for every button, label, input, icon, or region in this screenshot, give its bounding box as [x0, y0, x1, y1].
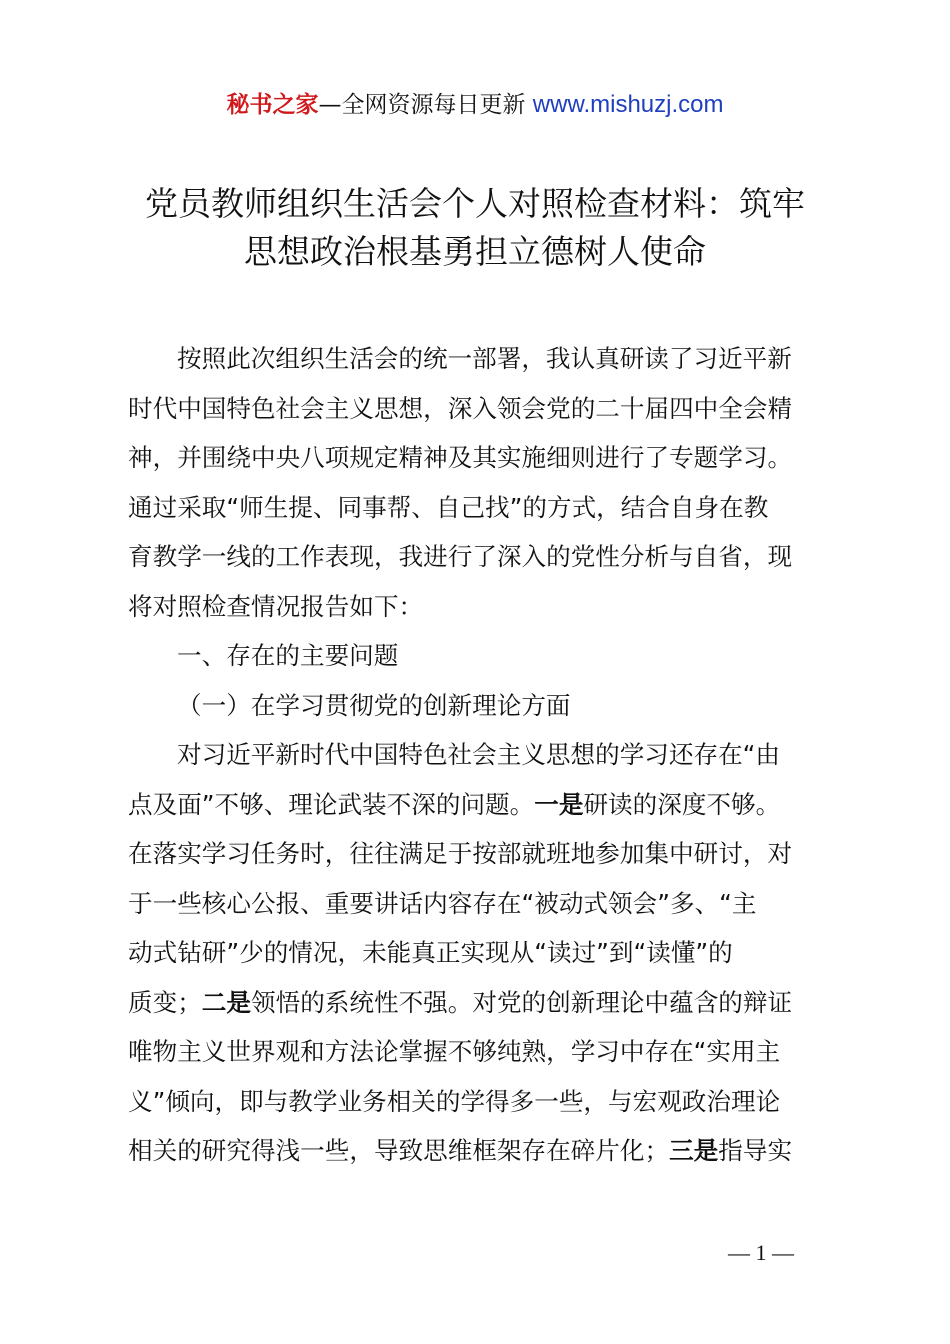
body-text-run: 指导实 — [718, 1136, 793, 1165]
body-line: 对习近平新时代中国特色社会主义思想的学习还存在“由 — [177, 740, 780, 769]
title-line-2: 思想政治根基勇担立德树人使命 — [244, 232, 706, 271]
document-body — [128, 334, 838, 1176]
body-line — [128, 1126, 838, 1176]
body-text-run: 研读的深度不够。 — [583, 789, 781, 819]
body-text-run: 相关的研究得浅一些，导致思维框架存在碎片化； — [128, 1136, 670, 1165]
body-line: 育教学一线的工作表现，我进行了深入的党性分析与自省，现 — [128, 542, 793, 571]
subsection-heading: （一）在学习贯彻党的创新理论方面 — [177, 690, 571, 720]
document-title — [108, 180, 842, 276]
brand-name: 秘书之家 — [226, 92, 319, 118]
body-line — [128, 978, 838, 1028]
point-marker-2: 二是 — [201, 987, 251, 1017]
page-number: — 1 — — [728, 1240, 794, 1265]
body-line: 动式钻研”少的情况，未能真正实现从“读过”到“读懂”的 — [128, 938, 733, 967]
title-line-1: 党员教师组织生活会个人对照检查材料：筑牢 — [145, 184, 805, 223]
body-text-run: 质变； — [128, 987, 202, 1017]
body-line: 唯物主义世界观和方法论掌握不够纯熟，学习中存在“实用主 — [128, 1037, 781, 1066]
site-header-banner — [0, 88, 950, 122]
body-line: 通过采取“师生提、同事帮、自己找”的方式，结合自身在教 — [128, 492, 769, 522]
body-line: 按照此次组织生活会的统一部署，我认真研读了习近平新 — [177, 344, 792, 373]
header-tagline: —全网资源每日更新 — [318, 92, 533, 118]
body-line: 将对照检查情况报告如下： — [128, 591, 424, 621]
body-line — [128, 780, 838, 830]
section-heading: 一、存在的主要问题 — [177, 641, 399, 670]
point-marker-3: 三是 — [669, 1136, 719, 1165]
body-text-run: 点及面”不够、理论武装不深的问题。 — [128, 789, 535, 819]
body-line: 义”倾向，即与教学业务相关的学得多一些，与宏观政治理论 — [128, 1086, 781, 1116]
website-url[interactable]: www.mishuzj.com — [532, 91, 724, 118]
body-line: 于一些核心公报、重要讲话内容存在“被动式领会”多、“主 — [128, 888, 757, 918]
body-line: 时代中国特色社会主义思想，深入领会党的二十届四中全会精 — [128, 393, 793, 423]
body-text-run: 领悟的系统性不强。对党的创新理论中蕴含的辩证 — [251, 987, 793, 1017]
body-line: 神，并围绕中央八项规定精神及其实施细则进行了专题学习。 — [128, 443, 793, 472]
point-marker-1: 一是 — [534, 789, 584, 819]
body-line: 在落实学习任务时，往往满足于按部就班地参加集中研讨，对 — [128, 839, 793, 868]
